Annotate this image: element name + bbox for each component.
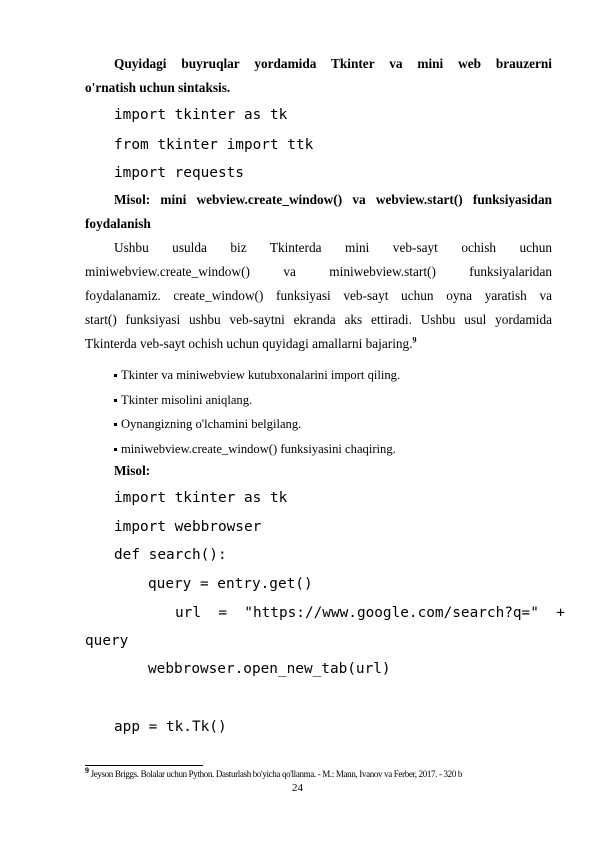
paragraph-line: miniwebview.create_window() va miniwebview.start() funksiyalaridan (85, 264, 552, 279)
code-line: query = entry.get() (148, 576, 313, 592)
list-item (114, 392, 252, 408)
heading-line-2: o'rnatish uchun sintaksis. (85, 80, 231, 95)
list-item (114, 416, 301, 432)
code-line: query (85, 633, 129, 649)
code-line: app = tk.Tk() (114, 719, 227, 735)
paragraph-line: Ushbu usulda biz Tkinterda mini veb-sayt ochish uchun (114, 240, 552, 255)
list-item-text: Oynangizning o'lchamini belgilang. (121, 417, 302, 431)
code-line: import tkinter as tk (114, 490, 288, 506)
code-line: from tkinter import ttk (114, 137, 314, 153)
code-line: import webbrowser (114, 519, 262, 535)
code-line: def search(): (114, 547, 227, 563)
footnote-divider (85, 765, 203, 766)
paragraph-line: start() funksiyasi ushbu veb-saytni ekranda aks ettiradi. Ushbu usul yordamida (85, 312, 552, 327)
code-line: webbrowser.open_new_tab(url) (148, 661, 391, 677)
list-item (114, 441, 396, 457)
example-heading-line-2: foydalanish (85, 216, 151, 231)
list-item-text: miniwebview.create_window() funksiyasini chaqiring. (121, 442, 396, 456)
example-label: Misol: (114, 463, 151, 478)
bullet-icon (114, 423, 117, 426)
list-item-text: Tkinter va miniwebview kutubxonalarini import qiling. (121, 368, 401, 382)
bullet-icon (114, 399, 117, 402)
list-item-text: Tkinter misolini aniqlang. (121, 393, 253, 407)
bullet-icon (114, 374, 117, 377)
list-item (114, 367, 400, 383)
paragraph-text: Tkinterda veb-sayt ochish uchun quyidagi amallarni bajaring. (85, 336, 413, 351)
paragraph-line: foydalanamiz. create_window() funksiyasi veb-sayt uchun oyna yaratish va (85, 288, 552, 303)
code-line: import tkinter as tk (114, 107, 288, 123)
heading-line-1: Quyidagi buyruqlar yordamida Tkinter va mini web brauzerni (114, 56, 552, 71)
footnote-number: 9 (85, 766, 89, 775)
code-line: url = "https://www.google.com/search?q=" + (175, 605, 565, 621)
bullet-icon (114, 448, 117, 451)
page-number: 24 (292, 782, 303, 794)
footnote-text: Jeyson Briggs. Bolalar uchun Python. Dasturlash bo'yicha qo'llanma. - M.: Mann, Ivanov va Ferber, 2017. - 320 b (90, 769, 463, 779)
footnote-reference: 9 (412, 335, 417, 345)
paragraph-last-line (85, 336, 552, 352)
footnote (85, 768, 462, 780)
example-heading-line-1: Misol: mini webview.create_window() va webview.start() funksiyasidan (114, 192, 552, 207)
code-line: import requests (114, 165, 244, 181)
